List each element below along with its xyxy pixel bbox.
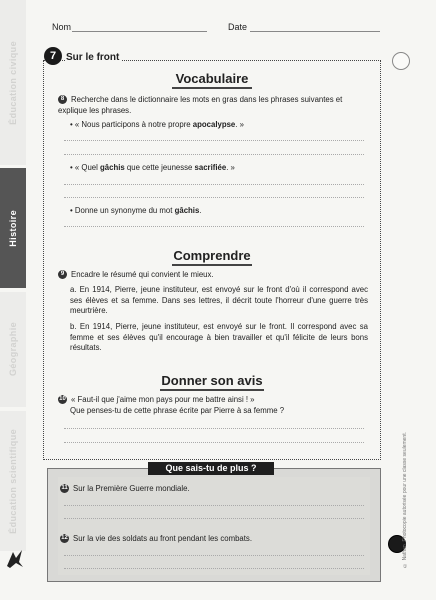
answer-line[interactable] (64, 442, 364, 443)
question-8: 8 Recherche dans le dictionnaire les mots en gras dans les phrases suivantes et explique les phrases. (58, 95, 343, 115)
section-number-badge: 7 (44, 47, 62, 65)
binder-hole (392, 52, 410, 70)
name-label: Nom (52, 22, 72, 32)
date-field-line[interactable] (250, 31, 380, 32)
vocab-item-2: • « Quel gâchis que cette jeunesse sacrifiée. » (70, 163, 235, 172)
publisher-logo-icon (4, 546, 26, 570)
summary-option-a[interactable]: a. En 1914, Pierre, jeune instituteur, est envoyé sur le front d'où il correspond avec ses élèves et sa femme. Dans ses lettres, il décrit toute l'horreur d'une guerre très meurtrière. (70, 285, 368, 315)
tab-histoire: Histoire (0, 168, 26, 288)
answer-line[interactable] (64, 226, 364, 227)
tab-geographie: Géographie (0, 292, 26, 407)
donner-son-avis-heading: Donner son avis (160, 372, 264, 391)
vocab-item-1: • « Nous participons à notre propre apocalypse. » (70, 120, 244, 129)
comprendre-heading: Comprendre (172, 247, 252, 266)
vocab-item-3: • Donne un synonyme du mot gâchis. (70, 206, 202, 215)
question-number-11: 11 (61, 485, 68, 492)
answer-line[interactable] (64, 197, 364, 198)
name-field-line[interactable] (72, 31, 207, 32)
answer-line[interactable] (64, 555, 364, 556)
vocabulaire-heading: Vocabulaire (172, 70, 252, 89)
question-10-prompt: Que penses-tu de cette phrase écrite par Pierre à sa femme ? (70, 406, 285, 415)
section-title: Sur le front (66, 52, 120, 63)
more-title: Que sais-tu de plus ? (148, 462, 274, 475)
date-label: Date (228, 22, 248, 32)
question-number-9: 9 (58, 270, 67, 279)
question-number-8: 8 (58, 95, 67, 104)
subject-tabs (0, 0, 26, 600)
answer-line[interactable] (64, 140, 364, 141)
question-10: 10 « Faut-il que j'aime mon pays pour me battre ainsi ! » (59, 395, 255, 404)
question-number-12: 12 (61, 535, 68, 542)
answer-line[interactable] (64, 428, 364, 429)
question-9: 9 Encadre le résumé qui convient le mieux. (58, 270, 368, 281)
tab-education-scientifique: Éducation scientifique (0, 411, 26, 551)
tab-education-civique: Éducation civique (0, 0, 26, 165)
question-number-10: 10 (59, 396, 66, 403)
summary-option-b[interactable]: b. En 1914, Pierre, jeune instituteur, est envoyé sur le front. Il correspond avec sa femme et ses élèves qu'il encourage à bien travailler et qu'il félicite de leurs bons résultats. (70, 322, 368, 352)
answer-line[interactable] (64, 184, 364, 185)
answer-line[interactable] (64, 505, 364, 506)
question-12: 12 Sur la vie des soldats au front pendant les combats. (61, 534, 252, 543)
question-11: 11 Sur la Première Guerre mondiale. (61, 484, 190, 493)
answer-line[interactable] (64, 154, 364, 155)
copyright-note: © Nathan. Photocopie autorisée pour une classe seulement. (402, 432, 408, 568)
answer-line[interactable] (64, 568, 364, 569)
answer-line[interactable] (64, 518, 364, 519)
